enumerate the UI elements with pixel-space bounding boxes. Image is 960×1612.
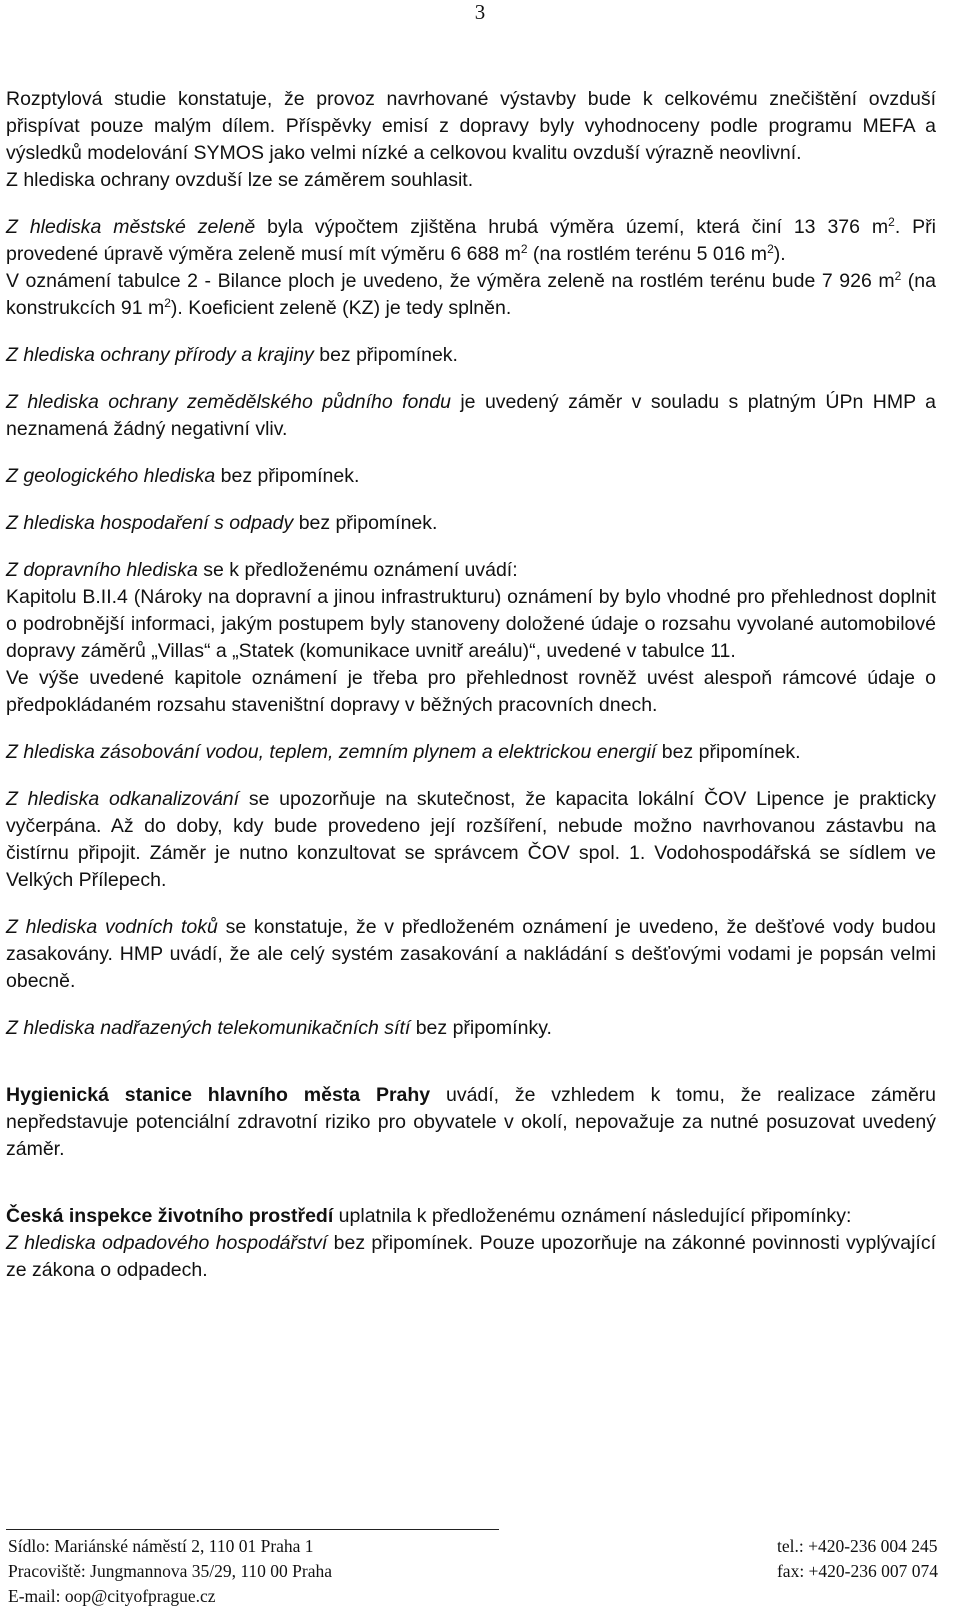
footer-contact-block [777,1534,938,1584]
section-heading: Z geologického hlediska [6,465,216,487]
paragraph-hygiene-station: Hygienická stanice hlavního města Prahy uvádí, že vzhledem k tomu, že realizace záměru nepředstavuje potenciální zdravotní riziko pro obyvatele v okolí, nepovažuje za nutné posuzovat uvedený záměr. [6,1084,936,1160]
section-heading: Z hlediska odkanalizování [6,788,240,810]
organization-name: Hygienická stanice hlavního města Prahy [6,1084,431,1106]
section-heading: Z hlediska vodních toků [6,916,218,938]
paragraph-transport: Z dopravního hlediska se k předloženému oznámení uvádí: Kapitolu B.II.4 (Nároky na dopravní a jinou infrastrukturu) oznámení by bylo vhodné pro přehlednost doplnit o podrobnější informaci, jakým postupem byly stanoveny doložené údaje o rozsahu vyvolané automobilové dopravy záměrů „Villas“ a „Statek (komunikace uvnitř areálu)“, uvedené v tabulce 11. Ve výše uvedené kapitole oznámení je třeba pro přehlednost rovněž uvést alespoň rámcové údaje o předpokládaném rozsahu staveništní dopravy v běžných pracovních dnech. [6,559,936,716]
section-heading: Z hlediska ochrany přírody a krajiny [6,344,314,366]
section-heading: Z hlediska městské zeleně [6,216,256,238]
section-heading: Z dopravního hlediska [6,559,198,581]
paragraph-telecommunications: Z hlediska nadřazených telekomunikačních sítí bez připomínky. [6,1017,552,1039]
paragraph-air-quality [6,86,936,194]
footer-fax: fax: +420-236 007 074 [776,1561,938,1581]
footer-workplace: Pracoviště: Jungmannova 35/29, 110 00 Praha [8,1561,333,1581]
paragraph-waste-management: Z hlediska hospodaření s odpady bez připomínek. [6,512,438,534]
section-heading: Z hlediska ochrany zemědělského půdního fondu [6,391,451,413]
footer-phone: tel.: +420-236 004 245 [776,1536,938,1556]
paragraph-sewerage: Z hlediska odkanalizování se upozorňuje na skutečnost, že kapacita lokální ČOV Lipence je prakticky vyčerpána. Až do doby, kdy bude provedeno její rozšíření, nebude možno navrhovanou zástavbu na čistírnu připojit. Záměr je nutno konzultovat se správcem ČOV spol. 1. Vodohospodářská se sídlem ve Velkých Přílepech. [6,788,936,891]
document-body [6,86,936,1284]
paragraph-utilities: Z hlediska zásobování vodou, teplem, zemním plynem a elektrickou energií bez připomínek. [6,741,801,763]
footer-email: E-mail: oop@cityofprague.cz [8,1586,216,1606]
air-quality-conclusion: Z hlediska ochrany ovzduší lze se záměrem souhlasit. [6,169,474,191]
paragraph-environment-inspection: Česká inspekce životního prostředí uplatnila k předloženému oznámení následující připomínky: Z hlediska odpadového hospodářství bez připomínek. Pouze upozorňuje na zákonné povinnosti vyplývající ze zákona o odpadech. [6,1205,936,1281]
footer-address: Sídlo: Mariánské náměstí 2, 110 01 Praha 1 [8,1536,314,1556]
organization-name: Česká inspekce životního prostředí [6,1205,334,1227]
paragraph-agricultural-land: Z hlediska ochrany zemědělského půdního fondu je uvedený záměr v souladu s platným ÚPn HMP a neznamená žádný negativní vliv. [6,391,936,440]
section-heading: Z hlediska zásobování vodou, teplem, zemním plynem a elektrickou energií [6,741,657,763]
paragraph-nature-protection: Z hlediska ochrany přírody a krajiny bez připomínek. [6,344,458,366]
footer-address-block [8,1534,332,1609]
paragraph-watercourses: Z hlediska vodních toků se konstatuje, že v předloženém oznámení je uvedeno, že dešťové vody budou zasakovány. HMP uvádí, že ale celý systém zasakování a nakládání s dešťovými vodami je popsán velmi obecně. [6,916,936,992]
page-number: 3 [474,0,486,24]
section-heading: Z hlediska odpadového hospodářství [6,1232,328,1254]
footer-divider [6,1529,499,1530]
paragraph-urban-greenery: Z hlediska městské zeleně byla výpočtem zjištěna hrubá výměra území, která činí 13 376 $m^2$. Při provedené úpravě výměra zeleně musí mít výměru 6 688 $m^2$ (na rostlém terénu 5 016 $m^2$). V oznámení tabulce 2 - Bilance ploch je uvedeno, že výměra zeleně na rostlém terénu bude 7 926 $m^2$ (na konstrukcích 91 $m^2$). Koeficient zeleně (KZ) je tedy splněn. [6,215,936,319]
section-heading: Z hlediska nadřazených telekomunikačních sítí [6,1017,411,1039]
air-quality-text: Rozptylová studie konstatuje, že provoz navrhované výstavby bude k celkovému znečištění ovzduší přispívat pouze malým dílem. Příspěvky emisí z dopravy byly vyhodnoceny podle programu MEFA a výsledků modelování SYMOS jako velmi nízké a celkovou kvalitu ovzduší výrazně neovlivní. [6,88,936,164]
paragraph-geology: Z geologického hlediska bez připomínek. [6,465,360,487]
section-heading: Z hlediska hospodaření s odpady [6,512,294,534]
